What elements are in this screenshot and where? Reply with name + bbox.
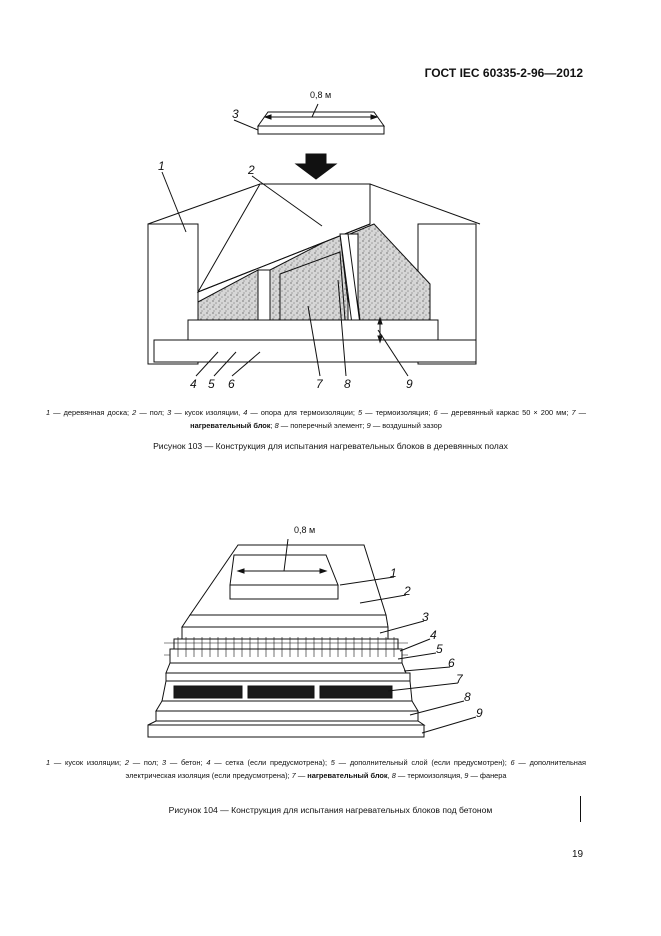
legend-text: — термоизоляция; [362, 408, 434, 417]
label-4: 4 [430, 628, 437, 642]
figure-104-caption: Рисунок 104 — Конструкция для испытания нагревательных блоков под бетоном [168, 805, 493, 815]
legend-text: — пол; [128, 758, 162, 767]
label-8: 8 [344, 377, 351, 391]
legend-number: 4 [243, 408, 248, 417]
label-8: 8 [464, 690, 471, 704]
legend-number: 8 [274, 421, 279, 430]
legend-text: — [295, 771, 308, 780]
legend-text: — бетон; [166, 758, 207, 767]
dimension-label: 0,8 м [310, 90, 332, 100]
legend-number: 7 [571, 408, 576, 417]
legend-text: — кусок изоляции, [171, 408, 244, 417]
legend-text: ; [270, 421, 275, 430]
legend-number: 1 [46, 408, 51, 417]
revision-bar [580, 796, 581, 822]
label-4: 4 [190, 377, 197, 391]
label-7: 7 [456, 672, 463, 686]
page-number: 19 [572, 849, 584, 860]
dimension-label: 0,8 м [294, 525, 316, 535]
legend-number: 3 [167, 408, 172, 417]
legend-number: 6 [510, 758, 515, 767]
label-7: 7 [316, 377, 323, 391]
figure-104-legend [46, 756, 586, 782]
legend-number: 3 [161, 758, 167, 767]
legend-text: — термоизоляция, [395, 771, 465, 780]
legend-number: 1 [46, 758, 51, 767]
legend-number: 9 [464, 771, 469, 780]
figure-103-caption: Рисунок 103 — Конструкция для испытания нагревательных блоков в деревянных полах [153, 441, 508, 451]
legend-text: — дополнительный слой (если предусмотрен); [334, 758, 511, 767]
legend-text: — кусок изоляции; [50, 758, 125, 767]
legend-number: 7 [291, 771, 296, 780]
label-1: 1 [158, 159, 165, 173]
figure-103-legend [46, 406, 586, 432]
label-9: 9 [406, 377, 413, 391]
label-3: 3 [232, 107, 239, 121]
figure-103-drawing [140, 84, 490, 404]
legend-text: — воздушный зазор [370, 421, 442, 430]
legend-number: 2 [132, 408, 137, 417]
legend-text: — деревянный каркас 50 × 200 мм; [437, 408, 572, 417]
arrow-down-icon [296, 154, 336, 179]
label-1: 1 [390, 566, 397, 580]
label-2: 2 [248, 163, 255, 177]
legend-text: , [387, 771, 392, 780]
label-2: 2 [404, 584, 411, 598]
legend-number: 4 [206, 758, 211, 767]
legend-number: 9 [366, 421, 371, 430]
legend-text: — [575, 408, 587, 417]
label-6: 6 [228, 377, 235, 391]
legend-text: — поперечный элемент; [278, 421, 367, 430]
legend-number: 5 [330, 758, 335, 767]
legend-number: 2 [124, 758, 129, 767]
legend-text: — деревянная доска; [50, 408, 133, 417]
legend-text: — сетка (если предусмотрена); [210, 758, 331, 767]
label-9: 9 [476, 706, 483, 720]
label-3: 3 [422, 610, 429, 624]
legend-text: — дополнительная электрическая изоляция (если предусмотрена); [125, 758, 586, 780]
legend-emphasis: нагревательный блок [190, 421, 271, 430]
insulation-piece [258, 112, 384, 126]
legend-text: — фанера [468, 771, 507, 780]
legend-text: — опора для термоизоляции; [247, 408, 358, 417]
document-header: ГОСТ IEC 60335-2-96—2012 [424, 66, 583, 80]
figure-104-drawing [140, 515, 490, 750]
legend-number: 8 [391, 771, 396, 780]
legend-number: 6 [433, 408, 438, 417]
label-6: 6 [448, 656, 455, 670]
label-5: 5 [208, 377, 215, 391]
legend-number: 5 [358, 408, 363, 417]
label-5: 5 [436, 642, 443, 656]
legend-emphasis: нагревательный блок [307, 771, 388, 780]
legend-text: — пол; [136, 408, 168, 417]
